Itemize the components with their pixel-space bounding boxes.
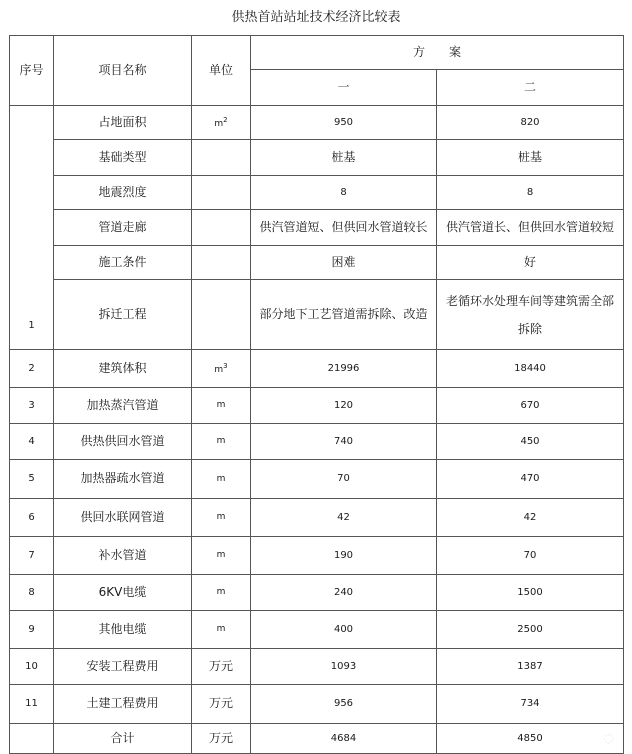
table-row [10,649,624,685]
unit-cell [192,460,251,499]
seq-cell: 5 [10,460,54,499]
plan2-value: 1387 [437,649,624,685]
unit-cell [192,424,251,460]
item-name: 占地面积 [54,106,192,140]
unit-cell [192,246,251,280]
item-name: 基础类型 [54,140,192,176]
unit-cell [192,649,251,685]
plan1-value: 8 [251,176,437,210]
unit-text: 万元 [208,696,233,711]
unit-cell [192,210,251,246]
seq-cell: 11 [10,685,54,724]
item-name: 拆迁工程 [54,280,192,350]
table-row [10,611,624,649]
item-name: 其他电缆 [54,611,192,649]
unit-cell [192,611,251,649]
unit-cell [192,499,251,537]
seq-cell: 6 [10,499,54,537]
table-row [10,424,624,460]
plan2-value: 好 [437,246,624,280]
unit-cell [192,350,251,388]
item-name: 补水管道 [54,537,192,575]
table-row [10,210,624,246]
item-name: 施工条件 [54,246,192,280]
table-row [10,140,624,176]
unit-cell [192,685,251,724]
table-row [10,176,624,210]
item-name: 建筑体积 [54,350,192,388]
plan2-value: 42 [437,499,624,537]
unit-text: 万元 [208,658,233,673]
plan2-value: 8 [437,176,624,210]
plan2-value: 18440 [437,350,624,388]
table-row [10,575,624,611]
unit-cell [192,140,251,176]
unit-cell [192,724,251,754]
item-name: 供回水联网管道 [54,499,192,537]
plan2-value: 4850 [437,724,624,754]
unit-text: m [216,550,226,561]
table-row [10,388,624,424]
table-row [10,246,624,280]
plan1-value: 956 [251,685,437,724]
seq-cell [10,724,54,754]
unit-cell [192,106,251,140]
header-seq: 序号 [10,36,54,106]
header-unit: 单位 [192,36,251,106]
plan2-value: 老循环水处理车间等建筑需全部拆除 [437,280,624,350]
plan1-value: 4684 [251,724,437,754]
unit-text: m [216,512,226,523]
unit-text: m [216,400,226,411]
item-name: 6KV电缆 [54,575,192,611]
plan2-value: 820 [437,106,624,140]
unit-text: m [216,436,226,447]
plan2-value: 450 [437,424,624,460]
table-row [10,106,624,140]
plan2-value: 桩基 [437,140,624,176]
plan1-value: 740 [251,424,437,460]
unit-cell [192,176,251,210]
plan1-value: 1093 [251,649,437,685]
plan1-value: 120 [251,388,437,424]
table-row [10,280,624,350]
plan1-value: 桩基 [251,140,437,176]
item-name: 地震烈度 [54,176,192,210]
table-row [10,350,624,388]
seq-cell: 3 [10,388,54,424]
seq-cell: 7 [10,537,54,575]
item-name: 管道走廊 [54,210,192,246]
plan1-value: 42 [251,499,437,537]
item-name: 加热蒸汽管道 [54,388,192,424]
header-row [10,36,624,70]
plan1-value: 21996 [251,350,437,388]
header-plan: 方 案 [251,36,624,70]
comparison-table [9,35,624,754]
plan2-value: 2500 [437,611,624,649]
unit-cell [192,537,251,575]
item-name: 加热器疏水管道 [54,460,192,499]
unit-text: m [216,624,226,635]
unit-text: m [216,473,226,484]
plan1-value: 困难 [251,246,437,280]
item-name: 安装工程费用 [54,649,192,685]
item-name: 供热供回水管道 [54,424,192,460]
seq-cell: 8 [10,575,54,611]
header-plan-2: 二 [437,70,624,106]
plan2-value: 供汽管道长、但供回水管道较短 [437,210,624,246]
plan2-value: 70 [437,537,624,575]
plan1-value: 190 [251,537,437,575]
seq-cell: 10 [10,649,54,685]
unit-cell [192,575,251,611]
unit-text: m [214,118,224,129]
plan2-value: 734 [437,685,624,724]
plan2-value: 1500 [437,575,624,611]
seq-cell: 9 [10,611,54,649]
item-name: 土建工程费用 [54,685,192,724]
seq-cell: 1 [10,106,54,350]
unit-text: m [216,587,226,598]
unit-superscript: 3 [223,361,228,370]
table-row [10,537,624,575]
plan1-value: 400 [251,611,437,649]
plan2-value: 670 [437,388,624,424]
plan1-value: 70 [251,460,437,499]
unit-text: 万元 [208,730,233,745]
header-plan-1: 一 [251,70,437,106]
table-title: 供热首站站址技术经济比较表 [231,10,401,25]
plan1-value: 供汽管道短、但供回水管道较长 [251,210,437,246]
unit-cell [192,388,251,424]
table-row [10,460,624,499]
table-row [10,499,624,537]
seq-cell: 2 [10,350,54,388]
plan1-value: 部分地下工艺管道需拆除、改造 [251,280,437,350]
table-row [10,724,624,754]
plan1-value: 950 [251,106,437,140]
unit-cell [192,280,251,350]
header-name: 项目名称 [54,36,192,106]
unit-text: m [214,364,224,375]
seq-cell: 4 [10,424,54,460]
plan2-value: 470 [437,460,624,499]
unit-superscript: 2 [223,115,228,124]
plan1-value: 240 [251,575,437,611]
table-row [10,685,624,724]
watermark: ◌ [603,731,614,745]
item-name: 合计 [54,724,192,754]
